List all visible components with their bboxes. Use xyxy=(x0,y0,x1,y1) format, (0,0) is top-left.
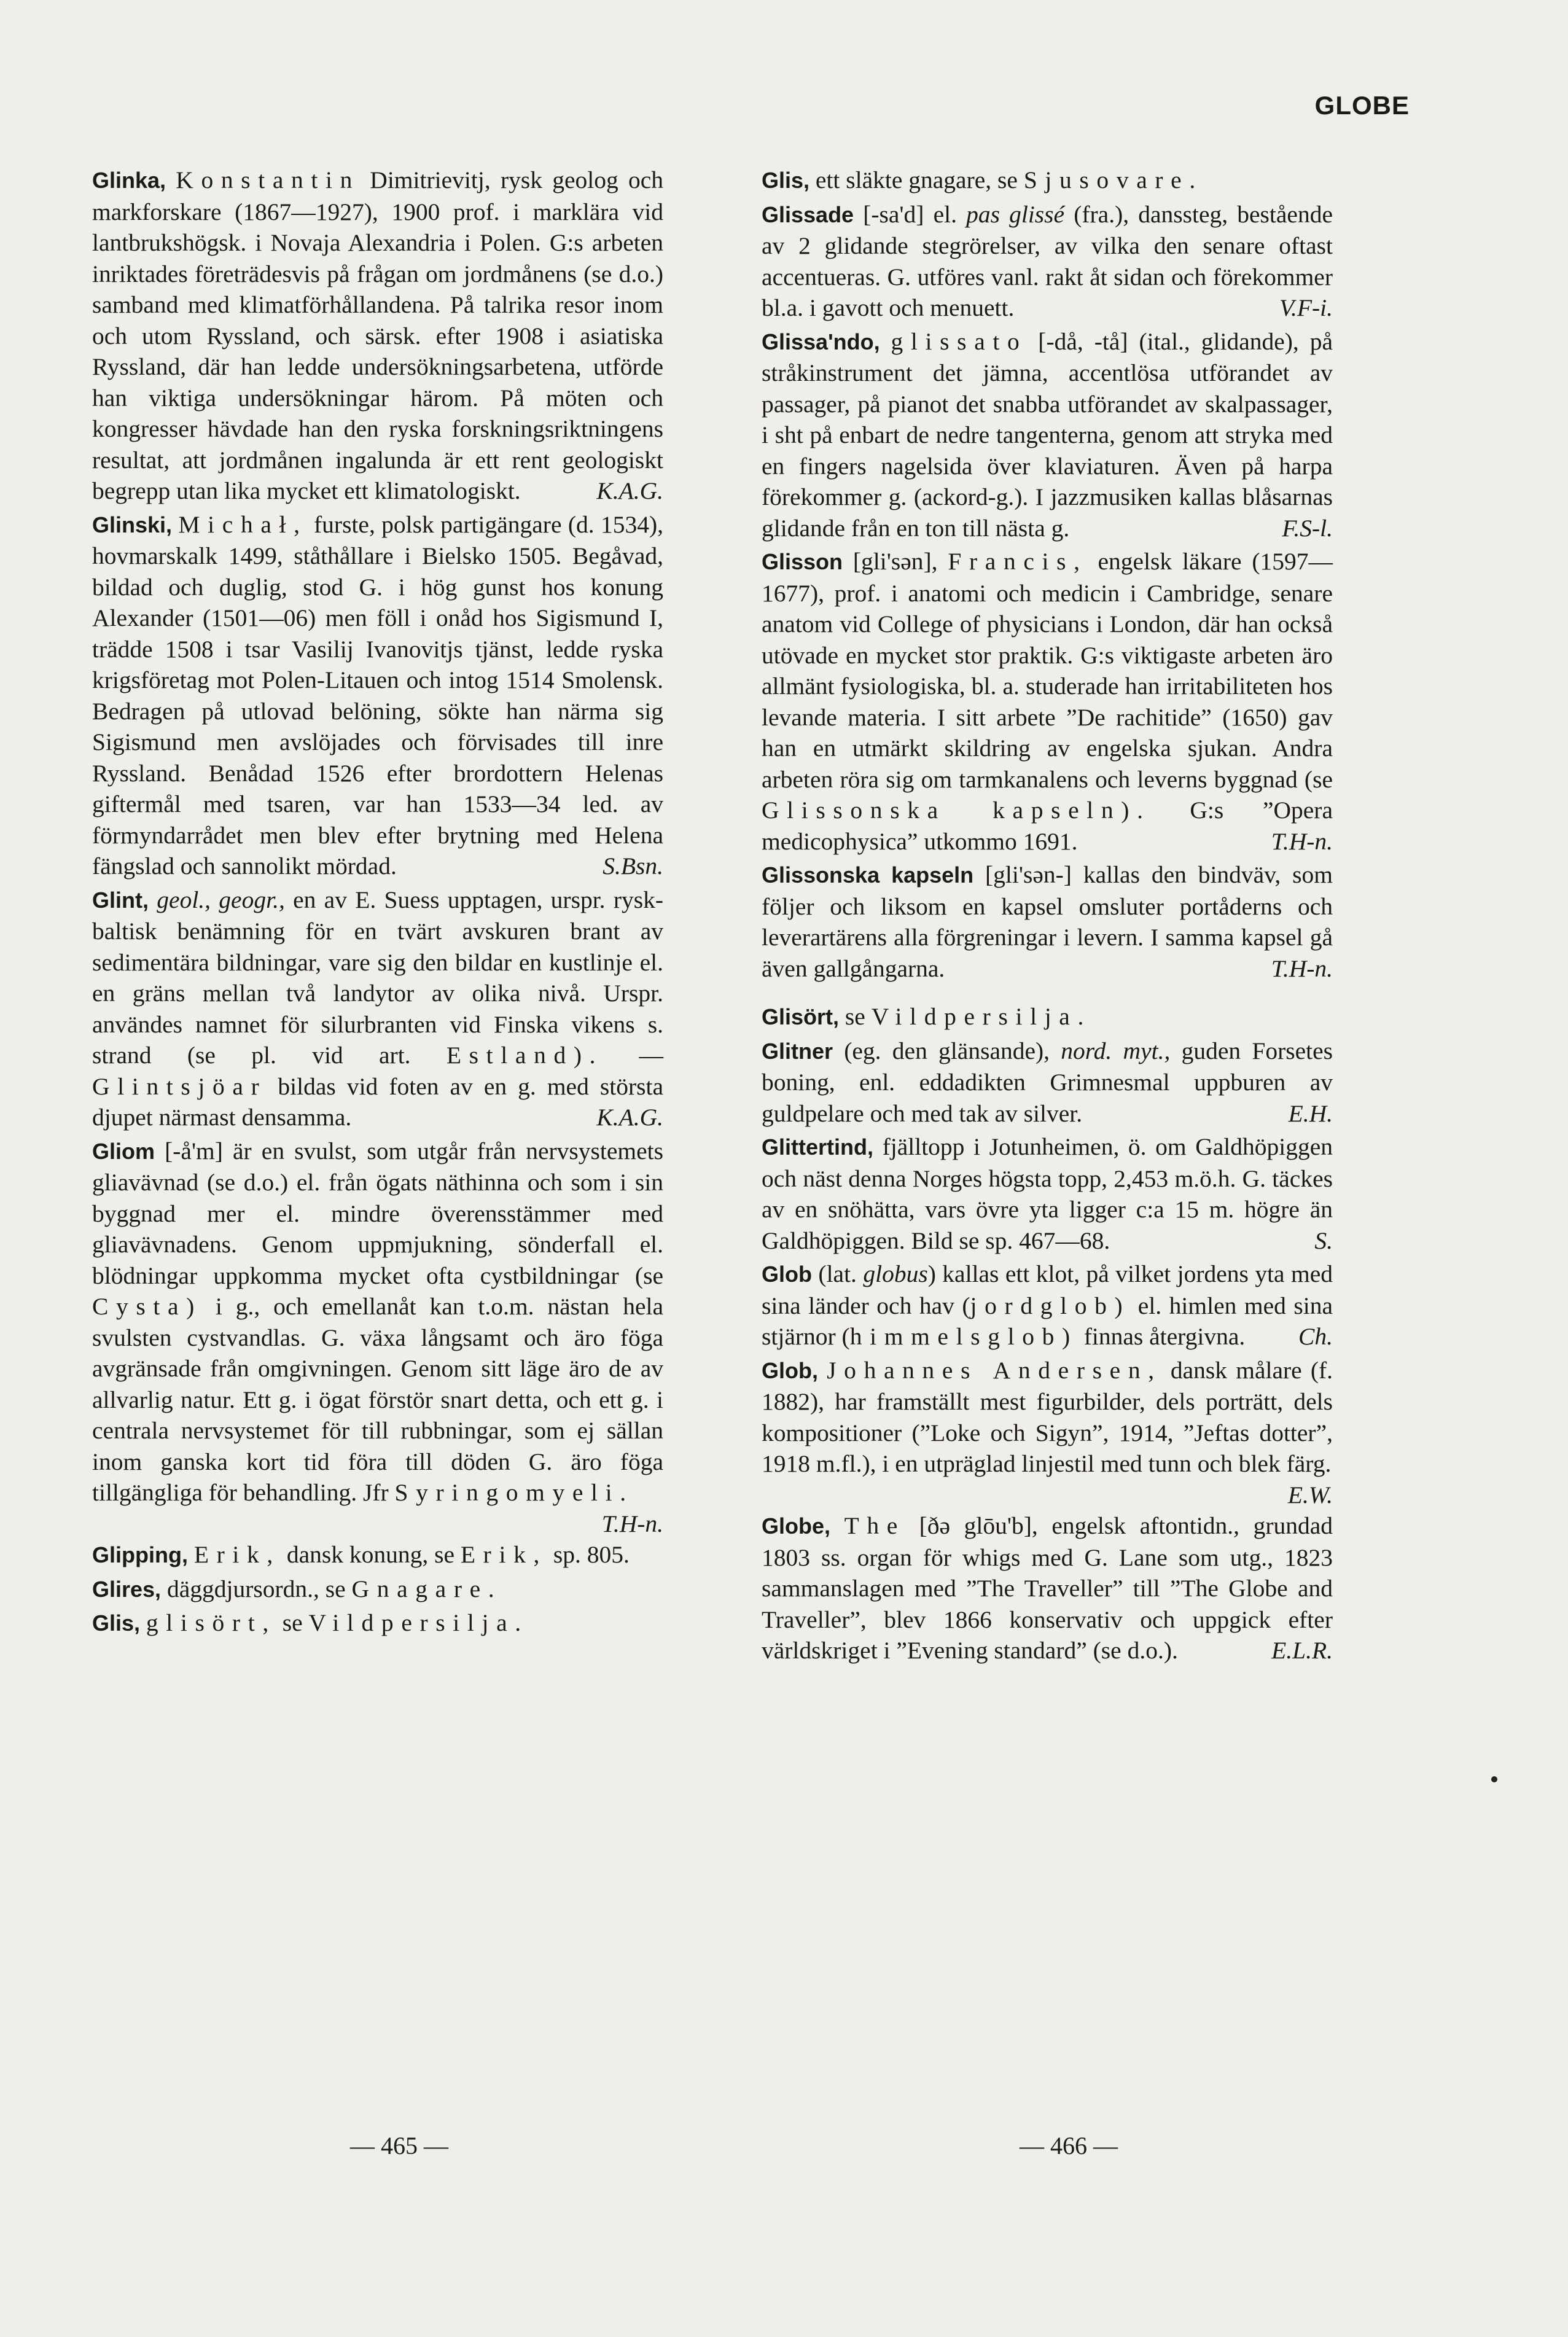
cross-reference: Cysta) xyxy=(92,1293,202,1320)
author-signature: S. xyxy=(1314,1227,1333,1254)
cross-reference: Erik, xyxy=(460,1541,547,1568)
entry-gliom xyxy=(92,1136,663,1537)
spaced-term: jordglob) xyxy=(970,1292,1131,1319)
headword: Glissade xyxy=(762,201,854,227)
entry-text: — xyxy=(603,1042,664,1069)
entry-glitner xyxy=(762,1036,1333,1129)
entry-text: [-då, -tå] (ital., glidande), på stråkinstrument det jämna, accentlösa utförandet av passager, på pianot det snabba utförandet av skalpassager, i sht på enbart de nedre tangenterna, genom att stryka med en fingers nagelsida över klaviaturen. Även på harpa förekommer g. (ackord-g.). I jazzmusiken kallas blåsarnas glidande från en ton till nästa g. xyxy=(762,327,1333,542)
headword: Glires, xyxy=(92,1576,162,1602)
entry-text: [gli'sən], xyxy=(843,548,948,575)
headword: Glis, xyxy=(92,1610,141,1636)
author-signature: K.A.G. xyxy=(596,1104,663,1131)
italic-term: globus xyxy=(863,1260,928,1287)
spaced-term: glisört, xyxy=(146,1609,276,1636)
left-column xyxy=(92,165,663,1642)
author-signature: K.A.G. xyxy=(596,477,663,504)
entry-glint xyxy=(92,884,663,1133)
entry-glob xyxy=(762,1258,1333,1352)
entry-text: (eg. den glänsande), xyxy=(833,1037,1061,1064)
entry-glisort xyxy=(762,1001,1333,1033)
entry-glissade xyxy=(762,199,1333,324)
entry-glissando xyxy=(762,326,1333,544)
headword: Glisört, xyxy=(762,1004,840,1029)
italic-term: pas glissé xyxy=(966,200,1065,228)
running-head: GLOBE xyxy=(1314,91,1410,120)
entry-text: engelsk läkare (1597—1677), prof. i anatomi och medicin i Cambridge, senare anatom vid College of physicians i London, där han också utövade en mycket stor praktik. G:s viktigaste arbeten äro allmänt fysiologiska, bl. a. studerade han irritabiliteten hos levande materia. I sitt arbete ”De rachitide” (1650) gav han en utmärkt skildring av engelska sjukan. Andra arbeten röra sig om tarmkanalens och leverns byggnad (se xyxy=(762,548,1333,793)
entry-text: se xyxy=(276,1609,309,1636)
headword: Glob, xyxy=(762,1357,818,1383)
author-signature: E.W. xyxy=(1287,1481,1333,1508)
entry-text: dansk målare (f. 1882), har framställt mest figurbilder, dels porträtt, dels kompositioner (”Loke och Sigyn”, 1914, ”Jeftas dotter”, 1918 m.fl.), i en utpräglad linjestil med tunn och blek färg. xyxy=(762,1356,1333,1477)
cross-reference: Glissonska kapseln). xyxy=(762,797,1151,824)
headword: Globe, xyxy=(762,1513,831,1539)
headword: Glisson xyxy=(762,549,843,574)
entry-text: el. himlen med sina stjärnor ( xyxy=(762,1292,1333,1350)
entry-glinski xyxy=(92,509,663,882)
margin-dot xyxy=(1491,1776,1497,1782)
spaced-term: Glintsjöar xyxy=(92,1072,267,1100)
italic-term: nord. myt., xyxy=(1061,1037,1171,1064)
entry-text: i g., och emellanåt kan t.o.m. nästan hela svulsten cystvandlas. G. växa långsamt och äro föga avgränsade från omgivningen. Genom sitt läge äro de av allvarlig natur. Ett g. i ögat förstör snart detta, och ett g. i centrala nervsystemet för till rubbningar, som ej sällan inom ganska kort tid föra till döden G. äro föga tillgängliga för behandling. Jfr xyxy=(92,1293,663,1506)
spaced-name: Michał, xyxy=(178,510,308,538)
cross-reference: Vildpersilja. xyxy=(871,1003,1091,1030)
spaced-name: The xyxy=(844,1512,905,1539)
italic-term: geol., geogr., xyxy=(157,886,285,913)
headword: Glis, xyxy=(762,168,810,193)
author-signature: T.H-n. xyxy=(1271,954,1333,982)
page-number-right: — 466 — xyxy=(1020,2132,1118,2159)
entry-glittertind xyxy=(762,1131,1333,1256)
author-signature: E.H. xyxy=(1288,1099,1333,1127)
author-signature: T.H-n. xyxy=(1271,827,1333,855)
right-column xyxy=(762,165,1333,1669)
entry-glinka xyxy=(92,165,663,507)
entry-text: dansk konung, se xyxy=(280,1541,461,1568)
cross-reference: Estland). xyxy=(446,1042,604,1069)
cross-reference: Syringomyeli. xyxy=(394,1479,634,1506)
cross-reference: Sjusovare. xyxy=(1023,166,1203,193)
entry-text: (lat. xyxy=(811,1260,864,1287)
entry-text: Dimitrievitj, rysk geolog och markforskare (1867—1927), 1900 prof. i marklära vid lantbrukshögsk. i Novaja Alexandria i Polen. G:s arbeten inriktades företrädesvis på frågan om jordmånens (se d.o.) samband med klimatförhållandena. På talrika resor inom och utom Ryssland, och särsk. efter 1908 i asiatiska Ryssland, där han ledde undersökningsarbetena, utförde han viktiga undersökningar härom. På möten och kongresser hävdade han den ryska forskningsriktningens resultat, att jordmånen ingalunda är ett rent geologiskt begrepp utan lika mycket ett klimatologiskt. xyxy=(92,166,663,504)
headword: Glinski, xyxy=(92,512,173,537)
entry-globe xyxy=(762,1510,1333,1666)
entry-text: [ðə glōu'b], engelsk aftontidn., grundad 1803 ss. organ för whigs med G. Lane som utg., 1823 sammanslagen med ”The Traveller” till ”The Globe and Traveller”, blev 1866 konservativ och uppgick efter världskriget i ”Evening standard” (se d.o.). xyxy=(762,1512,1333,1664)
author-signature: V.F-i. xyxy=(1279,294,1333,321)
page-number-left: — 465 — xyxy=(350,2132,448,2159)
author-signature: T.H-n. xyxy=(601,1510,663,1537)
headword: Glitner xyxy=(762,1038,833,1064)
headword: Glint, xyxy=(92,887,149,913)
spaced-term: glissato xyxy=(891,327,1028,355)
entry-text: fjälltopp i Jotunheimen, ö. om Galdhöpiggen och näst denna Norges högsta topp, 2,453 m.ö.h. G. täckes av en snöhätta, vars övre yta ligger c:a 15 m. högre än Galdhöpiggen. Bild se sp. 467—68. xyxy=(762,1133,1333,1254)
entry-glires xyxy=(92,1574,663,1605)
entry-text: [-å'm] är en svulst, som utgår från nervsystemets gliavävnad (se d.o.) el. från ögats näthinna och som i sin byggnad mer el. mindre överensstämmer med gliavävnadens. Genom uppmjukning, sönderfall el. blödningar uppkomma mycket ofta cystbildningar (se xyxy=(92,1137,663,1289)
entry-text: bildas vid foten av en g. med största djupet närmast densamma. xyxy=(92,1072,663,1131)
entry-text: guden Forsetes boning, enl. eddadikten Grimnesmal uppburen av guldpelare och med tak av silver. xyxy=(762,1037,1333,1127)
entry-text: sp. 805. xyxy=(547,1541,630,1568)
spaced-name: Konstantin xyxy=(176,166,361,193)
author-signature: Ch. xyxy=(1298,1323,1333,1350)
headword: Glipping, xyxy=(92,1542,188,1567)
headword: Glinka, xyxy=(92,168,166,193)
spaced-name: Francis, xyxy=(948,548,1088,575)
headword: Glissonska kapseln xyxy=(762,862,974,888)
author-signature: E.L.R. xyxy=(1271,1637,1333,1664)
headword: Glob xyxy=(762,1262,812,1287)
entry-text: en av E. Suess upptagen, urspr. rysk-baltisk benämning för en tvärt avskuren brant av sedimentära bildningar, vare sig den bildar en kustlinje el. en gräns mellan två landytor av olika nivå. Urspr. användes namnet för silurbranten vid Finska vikens s. strand (se pl. vid art. xyxy=(92,886,664,1069)
entry-text: G:s ”Opera medicophysica” utkommo 1691. xyxy=(762,797,1333,855)
entry-text: finnas återgivna. xyxy=(1077,1323,1246,1350)
entry-glis-glisort xyxy=(92,1607,663,1639)
headword: Glittertind, xyxy=(762,1134,873,1160)
cross-reference: Vildpersilja. xyxy=(308,1609,529,1636)
author-signature: F.S-l. xyxy=(1282,514,1333,542)
entry-text: ett släkte gnagare, se xyxy=(809,166,1024,193)
entry-text: se xyxy=(839,1003,872,1030)
headword: Gliom xyxy=(92,1138,155,1164)
entry-text: ) kallas ett klot, på vilket jordens yta med sina länder och hav ( xyxy=(762,1260,1333,1319)
spaced-term: himmelsglob) xyxy=(849,1323,1078,1350)
entry-text: [gli'sən-] kallas den bindväv, som följer och liksom en kapsel omsluter portåderns och leverartärens alla förgreningar i levern. I samma kapsel gå även gallgångarna. xyxy=(762,861,1333,982)
headword: Glissa'ndo, xyxy=(762,329,880,354)
cross-reference: Gnagare. xyxy=(351,1575,502,1602)
spaced-name: Erik, xyxy=(193,1541,281,1568)
entry-glisson xyxy=(762,546,1333,857)
author-signature: S.Bsn. xyxy=(603,852,663,880)
spaced-name: Johannes Andersen, xyxy=(827,1356,1162,1384)
entry-text: däggdjursordn., se xyxy=(161,1575,352,1602)
entry-glipping xyxy=(92,1539,663,1571)
entry-glissonska-kapseln xyxy=(762,859,1333,984)
entry-glis xyxy=(762,165,1333,197)
entry-text: furste, polsk partigängare (d. 1534), hovmarskalk 1499, ståthållare i Bielsko 1505. Begåvad, bildad och duglig, stod G. i hög gunst hos konung Alexander (1501—06) men föll i onåd hos Sigismund I, trädde 1508 i tsar Vasilij Ivanovitjs tjänst, ledde ryska krigsföretag mot Polen-Litauen och intog 1514 Smolensk. Bedragen på utlovad belöning, sökte han närma sig Sigismund men avslöjades och förvisades till inre Ryssland. Benådad 1526 efter brordottern Helenas giftermål med tsaren, var han 1533—34 led. av förmyndarrådet men blev efter brytning med Helena fängslad och sannolikt mördad. xyxy=(92,510,663,880)
entry-text: [-sa'd] el. xyxy=(854,200,967,228)
entry-text: (fra.), danssteg, bestående av 2 glidande stegrörelser, av vilka den senare oftast accentueras. G. utföres vanl. rakt åt sidan och förekommer bl.a. i gavott och menuett. xyxy=(762,200,1333,321)
entry-glob-johannes xyxy=(762,1355,1333,1508)
